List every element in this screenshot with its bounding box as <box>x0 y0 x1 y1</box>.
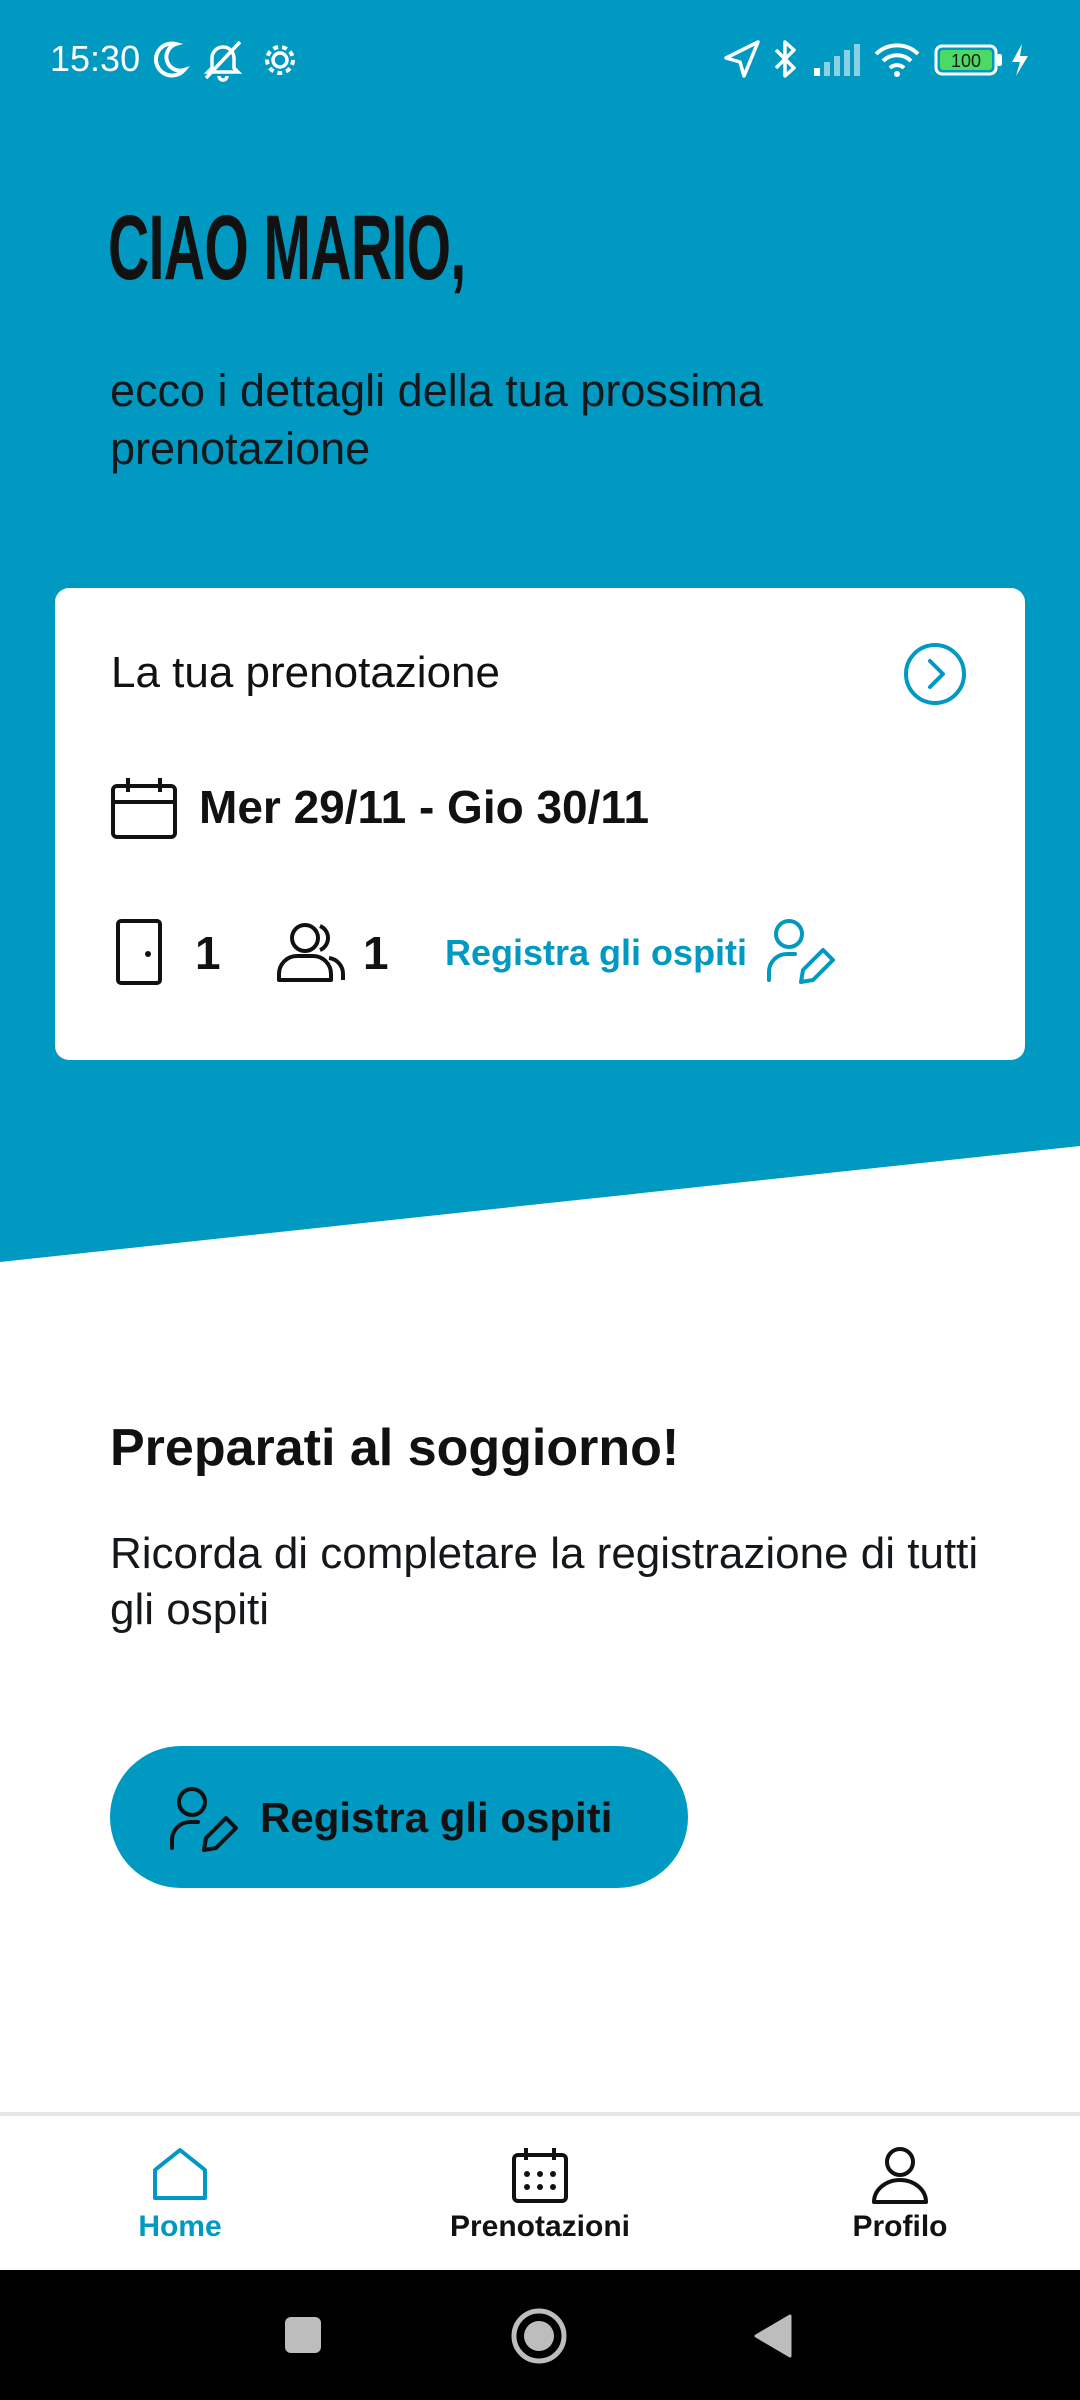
status-bar <box>0 0 1080 120</box>
nav-item-prenotazioni[interactable] <box>360 2116 720 2270</box>
register-guests-link[interactable]: Registra gli ospiti <box>445 932 748 973</box>
guests-count: 1 <box>363 927 389 979</box>
greeting-subtitle: ecco i dettagli della tua prossima prenotazione <box>110 365 763 474</box>
chevron-right-circle-icon[interactable] <box>902 641 968 707</box>
alarm-off-icon <box>200 38 246 82</box>
charging-icon <box>1008 38 1032 82</box>
guests-icon <box>275 918 347 986</box>
register-guests-button-label: Registra gli ospiti <box>260 1794 613 1841</box>
signal-icon <box>812 38 862 82</box>
booking-dates: Mer 29/11 - Gio 30/11 <box>199 781 650 833</box>
calendar-icon <box>110 776 178 840</box>
register-guests-button[interactable] <box>110 1746 688 1888</box>
home-icon <box>150 2146 210 2202</box>
booking-card-title: La tua prenotazione <box>111 648 500 697</box>
wifi-icon <box>872 38 922 82</box>
system-nav-bar <box>0 2270 1080 2400</box>
prepare-title: Preparati al soggiorno! <box>110 1419 680 1477</box>
nav-item-home[interactable] <box>0 2116 360 2270</box>
prepare-text: Ricorda di completare la registrazione di tutti gli ospiti <box>110 1529 979 1634</box>
greeting-title: CIAO MARIO, <box>108 197 466 299</box>
home-button-icon[interactable] <box>510 2307 568 2365</box>
user-icon <box>870 2146 930 2204</box>
rooms-count: 1 <box>195 927 221 979</box>
user-edit-icon[interactable] <box>765 916 837 988</box>
bottom-nav <box>0 2112 1080 2270</box>
nav-label-profilo: Profilo <box>852 2210 948 2243</box>
status-time: 15:30 <box>50 38 141 79</box>
booking-card[interactable] <box>55 588 1025 1060</box>
svg-text:100: 100 <box>950 51 982 71</box>
back-icon[interactable] <box>752 2314 794 2358</box>
calendar-icon <box>511 2146 569 2204</box>
nav-item-profilo[interactable] <box>720 2116 1080 2270</box>
door-icon <box>115 918 165 986</box>
nav-label-prenotazioni: Prenotazioni <box>449 2210 630 2243</box>
user-edit-icon <box>168 1784 240 1856</box>
recent-apps-icon[interactable] <box>283 2315 323 2355</box>
nav-label-home: Home <box>138 2210 222 2243</box>
bluetooth-icon <box>770 38 802 82</box>
settings-icon <box>260 38 300 82</box>
moon-icon <box>150 38 190 82</box>
location-icon <box>722 38 762 82</box>
battery-icon <box>934 38 1004 82</box>
